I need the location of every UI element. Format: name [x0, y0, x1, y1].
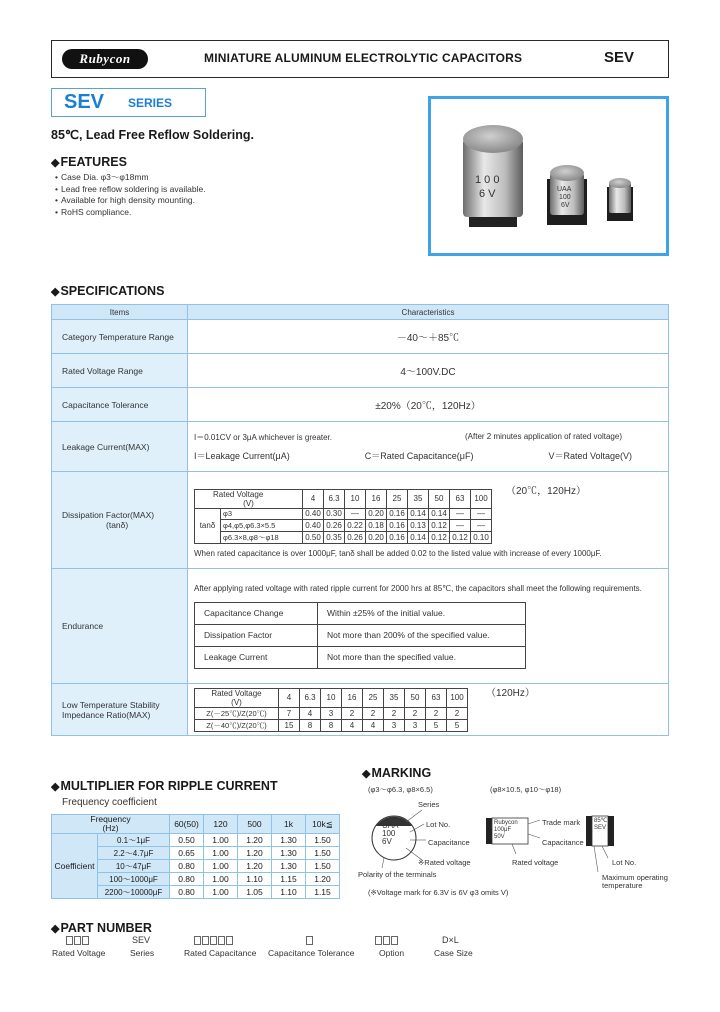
ripple-freq-unit: (Hz)	[102, 823, 119, 833]
endurance-value	[188, 569, 669, 684]
tagline: 85℃, Lead Free Reflow Soldering.	[51, 128, 254, 142]
diamond-icon: ◆	[362, 768, 371, 780]
pn-label-tolerance: Capacitance Tolerance	[268, 948, 355, 958]
specifications-heading	[51, 284, 164, 298]
feature-item: • Lead free reflow soldering is available.	[55, 184, 206, 196]
df-value-cell: 0.26	[324, 520, 345, 532]
df-voltage: 10	[345, 489, 366, 508]
lt-rv-header	[195, 688, 279, 707]
df-value-cell: —	[471, 520, 492, 532]
ripple-value: 1.10	[272, 886, 306, 899]
specifications-heading-text: SPECIFICATIONS	[60, 284, 165, 298]
temp-value: －40～＋85℃	[188, 320, 669, 354]
svg-text:100: 100	[559, 194, 571, 201]
marking-trade-mark: Trade mark	[542, 818, 581, 827]
ripple-cap-range: 2.2～4.7μF	[98, 847, 170, 860]
leakage-label: Leakage Current(MAX)	[52, 422, 188, 472]
ripple-frequency: 1k	[272, 815, 306, 834]
df-value-cell: —	[450, 508, 471, 520]
df-tan-label: tanδ	[195, 508, 221, 543]
ripple-value: 1.00	[204, 847, 238, 860]
marking-voltage-label: ※Rated voltage	[418, 858, 471, 867]
marking-lot-label: Lot No.	[426, 820, 451, 829]
ripple-frequency: 60(50)	[170, 815, 204, 834]
lt-voltage: 25	[363, 688, 384, 707]
endurance-label: Endurance	[52, 569, 188, 684]
svg-text:UAA: UAA	[557, 186, 572, 193]
ripple-value: 0.80	[170, 886, 204, 899]
df-value-cell: —	[450, 520, 471, 532]
df-voltage: 16	[366, 489, 387, 508]
ripple-cap-range: 10～47μF	[98, 860, 170, 873]
feature-item: • RoHS compliance.	[55, 207, 206, 219]
df-value-cell: 0.20	[366, 531, 387, 543]
ripple-value: 1.30	[272, 860, 306, 873]
features-list	[55, 172, 206, 218]
pn-capacitance-boxes	[194, 935, 234, 945]
df-value-cell: 0.40	[303, 520, 324, 532]
df-label: Dissipation Factor(MAX)	[62, 510, 155, 520]
df-value-cell: 0.18	[366, 520, 387, 532]
lt-value-cell: 4	[300, 707, 321, 719]
df-voltage: 25	[387, 489, 408, 508]
ripple-subheading: Frequency coefficient	[62, 797, 157, 808]
diamond-icon: ◆	[51, 157, 60, 169]
df-value-cell: 0.20	[366, 508, 387, 520]
ripple-cap-range: 100～1000μF	[98, 873, 170, 886]
lt-value-cell: 2	[405, 707, 426, 719]
df-value-cell: 0.13	[408, 520, 429, 532]
pn-label-case-size: Case Size	[434, 948, 473, 958]
df-value	[188, 472, 669, 569]
pn-option-boxes	[375, 935, 399, 945]
marking-note: (※Voltage mark for 6.3V is 6V φ3 omits V)	[368, 888, 509, 897]
features-heading-text: FEATURES	[60, 155, 127, 169]
ripple-cap-range: 0.1～1μF	[98, 834, 170, 847]
leakage-formula: I＝0.01CV or 3μA whichever is greater.	[194, 432, 333, 442]
lt-voltage: 35	[384, 688, 405, 707]
pn-rated-voltage-boxes	[66, 935, 90, 945]
df-condition: （20℃，120Hz）	[506, 485, 587, 497]
ripple-value: 1.00	[204, 873, 238, 886]
df-value-cell: 0.14	[408, 531, 429, 543]
part-number-heading-text: PART NUMBER	[60, 921, 152, 935]
lt-value-cell: 4	[342, 719, 363, 731]
df-value-cell: 0.12	[429, 531, 450, 543]
ripple-value: 1.20	[238, 834, 272, 847]
marking-tall-text: 85℃ SEV	[594, 818, 608, 831]
lt-value-cell: 7	[279, 707, 300, 719]
leakage-c-def: C＝Rated Capacitance(μF)	[364, 450, 474, 461]
df-value-cell: 0.30	[324, 508, 345, 520]
lt-voltage: 16	[342, 688, 363, 707]
lt-value-cell: 5	[447, 719, 468, 731]
lt-rv-unit: (V)	[231, 697, 242, 707]
lt-voltage: 100	[447, 688, 468, 707]
df-size: φ4,φ5,φ6.3×5.5	[221, 520, 303, 532]
lt-value-cell: 15	[279, 719, 300, 731]
ripple-heading-text: MULTIPLIER FOR RIPPLE CURRENT	[60, 779, 278, 793]
pn-label-option: Option	[379, 948, 405, 958]
df-value-cell: 0.10	[471, 531, 492, 543]
df-value-cell: 0.16	[387, 520, 408, 532]
df-rv-unit: (V)	[243, 498, 254, 508]
series-box	[51, 88, 206, 117]
lt-value-cell: 2	[363, 707, 384, 719]
df-value-cell: 0.22	[345, 520, 366, 532]
lt-value-cell: 4	[363, 719, 384, 731]
lt-value-cell: 2	[384, 707, 405, 719]
lt-voltage: 63	[426, 688, 447, 707]
df-rv-header	[195, 489, 303, 508]
series-code: SEV	[64, 91, 105, 113]
document-title: MINIATURE ALUMINUM ELECTROLYTIC CAPACITORS	[204, 51, 523, 65]
diamond-icon: ◆	[51, 781, 60, 793]
lt-value-cell: 5	[426, 719, 447, 731]
col-characteristics: Characteristics	[188, 305, 669, 320]
df-value-cell: —	[471, 508, 492, 520]
endurance-item: Capacitance Change	[195, 602, 318, 624]
df-value-cell: 0.50	[303, 531, 324, 543]
ripple-value: 1.30	[272, 834, 306, 847]
df-value-cell: 0.14	[429, 508, 450, 520]
ripple-freq-header	[52, 815, 170, 834]
ripple-value: 0.80	[170, 873, 204, 886]
df-value-cell: 0.40	[303, 508, 324, 520]
rubycon-logo: Rubycon	[62, 49, 148, 69]
lowtemp-label: Low Temperature Stability Impedance Ratio(MAX)	[52, 684, 188, 736]
ripple-heading	[51, 779, 278, 793]
svg-text:1 0 0: 1 0 0	[475, 174, 500, 186]
marking-cap-label-right: Capacitance	[542, 838, 584, 847]
temp-label: Category Temperature Range	[52, 320, 188, 354]
df-voltage: 35	[408, 489, 429, 508]
df-value-cell: 0.14	[408, 508, 429, 520]
df-note: When rated capacitance is over 1000μF, tanδ shall be added 0.02 to the listed value with increase of every 1000μF.	[194, 548, 602, 558]
marking-cap-label: Capacitance	[428, 838, 470, 847]
marking-series-label: Series	[418, 800, 440, 809]
ripple-value: 1.00	[204, 860, 238, 873]
pn-label-series: Series	[130, 948, 155, 958]
lt-value-cell: 3	[321, 707, 342, 719]
df-rv-label: Rated Voltage	[213, 489, 264, 499]
df-voltage: 50	[429, 489, 450, 508]
ripple-value: 1.50	[306, 834, 340, 847]
lt-voltage: 4	[279, 688, 300, 707]
tolerance-value: ±20%（20℃，120Hz）	[188, 388, 669, 422]
endurance-requirement: Within ±25% of the initial value.	[318, 602, 526, 624]
marking-diagram	[358, 778, 672, 903]
ripple-value: 1.50	[306, 847, 340, 860]
leakage-value	[188, 422, 669, 472]
pn-label-rated-voltage: Rated Voltage	[52, 948, 106, 958]
df-value-cell: 0.35	[324, 531, 345, 543]
capacitor-illustration	[431, 99, 666, 253]
voltage-label: Rated Voltage Range	[52, 354, 188, 388]
diamond-icon: ◆	[51, 286, 60, 298]
df-value-cell: 0.16	[387, 531, 408, 543]
marking-voltage-label-right: Rated voltage	[512, 858, 559, 867]
lt-value-cell: 8	[300, 719, 321, 731]
pn-label-rated-capacitance: Rated Capacitance	[184, 948, 257, 958]
series-code-header: SEV	[603, 49, 634, 66]
large-cap-top	[463, 125, 523, 153]
pn-case-size: D×L	[442, 935, 459, 945]
df-sub: (tanδ)	[106, 520, 129, 530]
part-number-heading	[51, 921, 152, 935]
df-value-cell: 0.26	[345, 531, 366, 543]
pn-series-code: SEV	[132, 935, 151, 945]
voltage-value: 4～100V.DC	[188, 354, 669, 388]
pn-tolerance-box	[306, 935, 314, 945]
endurance-requirement: Not more than 200% of the specified value.	[318, 624, 526, 646]
marking-right-sizes: (φ8×10.5, φ10～φ18)	[490, 785, 562, 794]
ripple-freq-label: Frequency	[90, 814, 131, 824]
leakage-i-def: I＝Leakage Current(μA)	[194, 450, 290, 461]
ripple-value: 1.15	[272, 873, 306, 886]
marking-rect-text: Rubycon 100μF 50V	[494, 820, 518, 840]
df-label-cell	[52, 472, 188, 569]
marking-left-sizes: (φ3～φ6.3, φ8×6.5)	[368, 785, 433, 794]
ripple-value: 1.05	[238, 886, 272, 899]
diamond-icon: ◆	[51, 923, 60, 935]
marking-max-temp: Maximum operating temperature	[602, 873, 668, 890]
lt-voltage: 6.3	[300, 688, 321, 707]
lt-value-cell: 3	[405, 719, 426, 731]
ripple-frequency: 10k≦	[306, 815, 340, 834]
df-voltage: 4	[303, 489, 324, 508]
df-value-cell: 0.12	[429, 520, 450, 532]
endurance-item: Leakage Current	[195, 646, 318, 668]
df-size: φ6.3×8,φ8～φ18	[221, 531, 303, 543]
endurance-intro: After applying rated voltage with rated ripple current for 2000 hrs at 85℃, the capacitors shall meet the following requirements.	[194, 583, 642, 593]
ripple-value: 0.50	[170, 834, 204, 847]
leakage-v-def: V＝Rated Voltage(V)	[548, 450, 632, 461]
ripple-value: 1.15	[306, 886, 340, 899]
ripple-table	[51, 814, 340, 899]
ripple-coefficient-label: Coefficient	[52, 834, 98, 899]
feature-item: • Case Dia. φ3～φ18mm	[55, 172, 206, 184]
df-voltage: 63	[450, 489, 471, 508]
mid-cap-top	[550, 165, 584, 181]
lt-ratio-label: Z(－25℃)/Z(20℃)	[195, 707, 279, 719]
df-value-cell: —	[345, 508, 366, 520]
ripple-cap-range: 2200～10000μF	[98, 886, 170, 899]
df-value-cell: 0.16	[387, 508, 408, 520]
endurance-item: Dissipation Factor	[195, 624, 318, 646]
lt-value-cell: 2	[447, 707, 468, 719]
ripple-value: 0.65	[170, 847, 204, 860]
df-voltage: 6.3	[324, 489, 345, 508]
lt-value-cell: 3	[384, 719, 405, 731]
endurance-requirement: Not more than the specified value.	[318, 646, 526, 668]
df-size: φ3	[221, 508, 303, 520]
df-value-cell: 0.12	[450, 531, 471, 543]
df-table	[194, 489, 492, 544]
lt-value-cell: 2	[426, 707, 447, 719]
endurance-table	[194, 602, 526, 669]
ripple-value: 1.00	[204, 886, 238, 899]
lt-value-cell: 2	[342, 707, 363, 719]
ripple-value: 1.00	[204, 834, 238, 847]
lt-value-cell: 8	[321, 719, 342, 731]
marking-heading-text: MARKING	[371, 766, 432, 780]
leakage-note: (After 2 minutes application of rated voltage)	[465, 431, 622, 441]
lt-voltage: 50	[405, 688, 426, 707]
ripple-value: 1.30	[272, 847, 306, 860]
ripple-frequency: 120	[204, 815, 238, 834]
ripple-value: 1.20	[238, 847, 272, 860]
series-word: SERIES	[128, 96, 173, 110]
product-photo	[428, 96, 669, 256]
lowtemp-table	[194, 688, 468, 732]
page-header	[51, 40, 669, 78]
marking-polarity-label: Polarity of the terminals	[358, 870, 437, 879]
lowtemp-condition: （120Hz）	[486, 687, 535, 699]
features-heading	[51, 155, 127, 169]
ripple-value: 1.20	[238, 860, 272, 873]
marking-lot-label-right: Lot No.	[612, 858, 637, 867]
lt-rv-label: Rated Voltage	[211, 688, 262, 698]
col-items: Items	[52, 305, 188, 320]
lowtemp-value	[188, 684, 669, 736]
lt-ratio-label: Z(－40℃)/Z(20℃)	[195, 719, 279, 731]
feature-item: • Available for high density mounting.	[55, 195, 206, 207]
specifications-table	[51, 304, 669, 736]
ripple-frequency: 500	[238, 815, 272, 834]
ripple-value: 0.80	[170, 860, 204, 873]
small-cap-top	[609, 178, 631, 188]
df-voltage: 100	[471, 489, 492, 508]
svg-text:6V: 6V	[561, 202, 570, 209]
marking-cap-text: UAA 100 6V	[382, 821, 399, 846]
tolerance-label: Capacitance Tolerance	[52, 388, 188, 422]
svg-text:6 V: 6 V	[479, 188, 496, 200]
ripple-value: 1.10	[238, 873, 272, 886]
lt-voltage: 10	[321, 688, 342, 707]
ripple-value: 1.20	[306, 873, 340, 886]
ripple-value: 1.50	[306, 860, 340, 873]
